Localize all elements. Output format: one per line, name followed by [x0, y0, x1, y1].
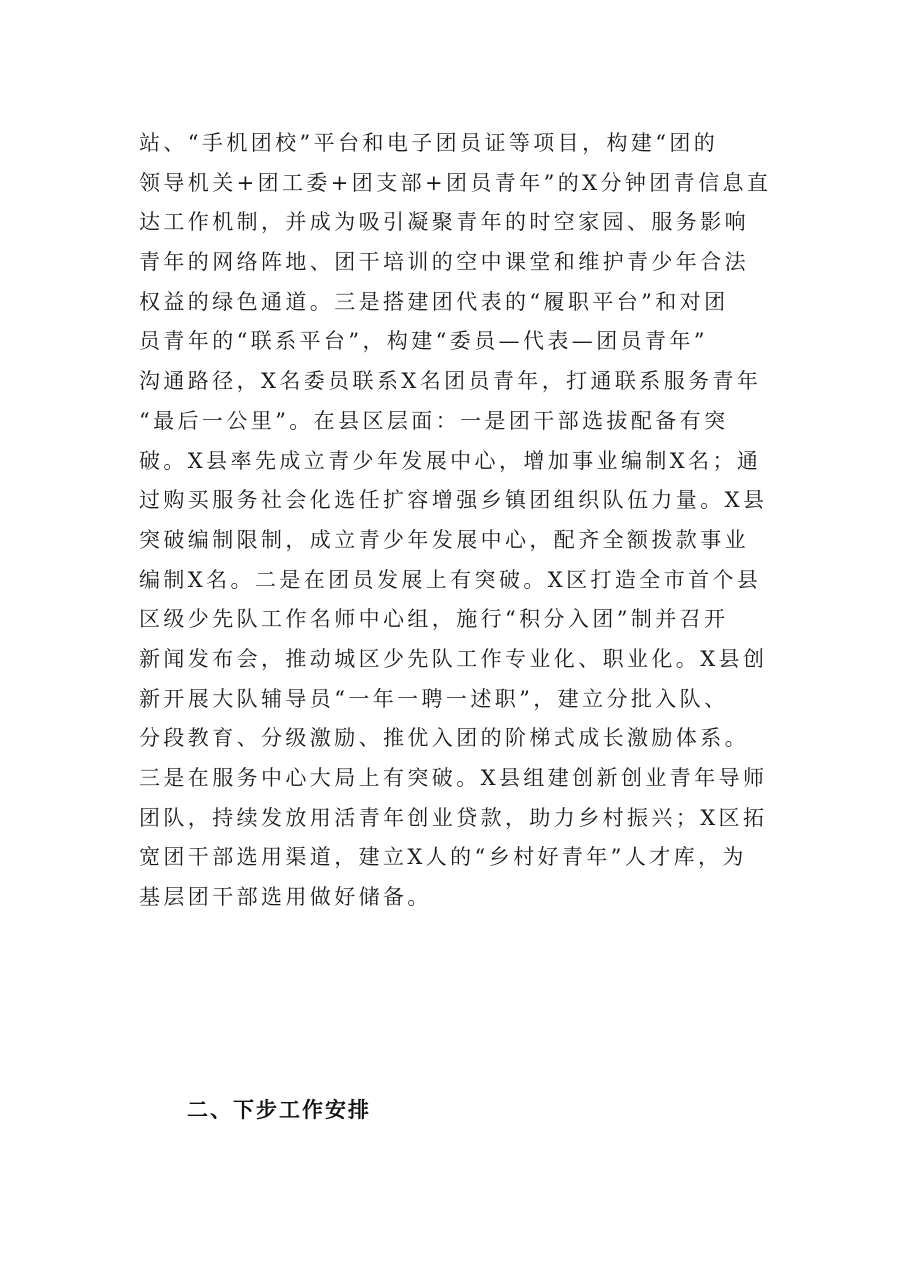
- paragraph-line: 达工作机制，并成为吸引凝聚青年的时空家园、服务影响: [139, 210, 749, 235]
- paragraph-line: 青年的网络阵地、团干培训的空中课堂和维护青少年合法: [139, 250, 749, 275]
- paragraph-line: 新开展大队辅导员“一年一聘一述职”，建立分批入队、: [139, 686, 729, 711]
- paragraph-line: 区级少先队工作名师中心组，施行“积分入团”制并召开: [139, 607, 729, 632]
- paragraph-line: 编制X名。二是在团员发展上有突破。X区打造全市首个县: [139, 567, 762, 592]
- paragraph-line: 破。X县率先成立青少年发展中心，增加事业编制X名；通: [139, 448, 762, 473]
- section-heading: 二、下步工作安排: [187, 1097, 371, 1122]
- paragraph-line: 站、“手机团校”平台和电子团员证等项目，构建“团的: [139, 131, 719, 155]
- paragraph-line: 员青年的“联系平台”，构建“委员—代表—团员青年”: [139, 329, 708, 354]
- paragraph-line: 权益的绿色通道。三是搭建团代表的“履职平台”和对团: [139, 289, 729, 314]
- body-paragraph: [139, 124, 779, 918]
- paragraph-line: 突破编制限制，成立青少年发展中心，配齐全额拨款事业: [139, 527, 749, 552]
- paragraph-line: 团队，持续发放用活青年创业贷款，助力乡村振兴；X区拓: [139, 805, 768, 830]
- paragraph-line: 领导机关+团工委+团支部+团员青年”的X分钟团青信息直: [139, 170, 772, 195]
- paragraph-line: 新闻发布会，推动城区少先队工作专业化、职业化。X县创: [139, 646, 768, 671]
- paragraph-line: “最后一公里”。在县区层面：一是团干部选拔配备有突: [139, 408, 729, 433]
- paragraph-line: 基层团干部选用做好储备。: [139, 885, 432, 910]
- paragraph-line: 宽团干部选用渠道，建立X人的“乡村好青年”人才库，为: [139, 845, 747, 870]
- paragraph-line: 过购买服务社会化选任扩容增强乡镇团组织队伍力量。X县: [139, 488, 768, 513]
- paragraph-line: 沟通路径，X名委员联系X名团员青年，打通联系服务青年: [139, 369, 762, 394]
- paragraph-line: 分段教育、分级激励、推优入团的阶梯式成长激励体系。: [139, 726, 749, 751]
- paragraph-line: 三是在服务中心大局上有突破。X县组建创新创业青年导师: [139, 766, 768, 790]
